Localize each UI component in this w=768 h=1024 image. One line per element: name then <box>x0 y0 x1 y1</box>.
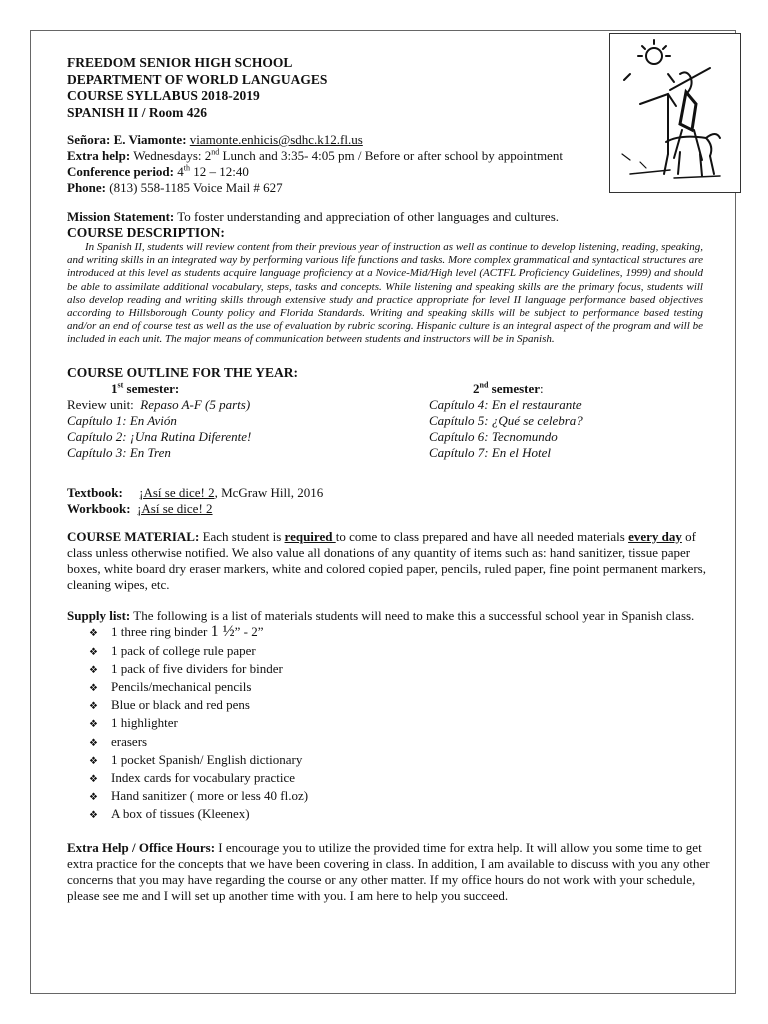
syllabus-content <box>67 55 723 904</box>
school-name: FREEDOM SENIOR HIGH SCHOOL <box>67 55 293 70</box>
semester-1-heading <box>67 381 251 397</box>
diamond-bullet-icon: ❖ <box>89 628 98 640</box>
syllabus-header <box>67 55 723 121</box>
supply-item-text: Hand sanitizer ( more or less 40 fl.oz) <box>111 788 309 804</box>
diamond-bullet-icon: ❖ <box>89 683 98 695</box>
semester-1-number: 1 <box>111 380 118 396</box>
supply-item <box>89 643 723 661</box>
course-material-text-2: to come to class prepared and have all needed materials <box>335 528 629 544</box>
teacher-email-link[interactable]: viamonte.enhicis@sdhc.k12.fl.us <box>189 132 363 147</box>
textbook-publisher: , McGraw Hill, 2016 <box>214 484 324 500</box>
course-material-text-1: Each student is <box>199 528 285 544</box>
supply-item-text: 1 highlighter <box>111 715 178 731</box>
office-hours-label: Extra Help / Office Hours: <box>67 839 216 855</box>
conference-post: 12 – 12:40 <box>189 164 249 179</box>
textbook-line <box>67 485 723 501</box>
supply-item-1-pre: 1 three ring binder <box>111 624 211 640</box>
supply-item-1-size: 1 ½ <box>210 623 235 641</box>
semester-2-item: Capítulo 6: Tecnomundo <box>429 428 558 444</box>
diamond-bullet-icon: ❖ <box>89 792 98 804</box>
supply-item-text: 1 pocket Spanish/ English dictionary <box>111 751 303 767</box>
supply-item <box>89 715 723 733</box>
semester-2-column <box>429 381 583 461</box>
every-day-emphasis: every day <box>628 528 682 544</box>
supply-item <box>89 752 723 770</box>
supply-item-text: Blue or black and red pens <box>111 697 250 713</box>
supply-item <box>89 697 723 715</box>
workbook-title: ¡Así se dice! 2 <box>137 500 213 516</box>
semester-2-item: Capítulo 4: En el restaurante <box>429 396 582 412</box>
semester-2-item: Capítulo 5: ¿Qué se celebra? <box>429 412 583 428</box>
semester-1-column <box>67 381 251 461</box>
diamond-bullet-icon: ❖ <box>89 774 98 786</box>
phone-value: (813) 558-1185 Voice Mail # 627 <box>109 180 283 195</box>
review-unit-label: Review unit: <box>67 396 134 412</box>
course-material-text-3: of class unless otherwise notified. We also value all donations of any quantity of items such as: hand sanitizer, tissue paper boxes, white board dry eraser markers, white and colored copied paper, pencils, ruled paper, fine point permanent markers, cleaning wipes, etc. <box>67 528 706 593</box>
review-unit-line <box>67 397 251 413</box>
textbook-label: Textbook: <box>67 484 123 500</box>
diamond-bullet-icon: ❖ <box>89 719 98 731</box>
workbook-label: Workbook: <box>67 500 131 516</box>
syllabus-title: COURSE SYLLABUS 2018-2019 <box>67 88 260 103</box>
supply-item-text: 1 pack of five dividers for binder <box>111 660 283 676</box>
syllabus-page <box>30 30 736 994</box>
workbook-line <box>67 501 723 517</box>
supply-item <box>89 734 723 752</box>
review-unit-value: Repaso A-F (5 parts) <box>140 396 251 412</box>
semester-2-colon: : <box>540 380 544 396</box>
diamond-bullet-icon: ❖ <box>89 664 98 676</box>
course-room: SPANISH II / Room 426 <box>67 104 208 120</box>
phone-label: Phone: <box>67 180 106 195</box>
semester-2-sup: nd <box>479 380 489 390</box>
mission-text: To foster understanding and appreciation of other languages and cultures. <box>177 209 560 224</box>
extra-help-line <box>67 148 723 164</box>
conference-line <box>67 164 723 180</box>
supply-item <box>89 788 723 806</box>
teacher-line <box>67 132 723 148</box>
supply-item-text: A box of tissues (Kleenex) <box>111 806 250 822</box>
course-description-title: COURSE DESCRIPTION: <box>67 225 225 240</box>
semester-2-label: semester <box>488 380 541 396</box>
office-hours-paragraph <box>67 840 715 905</box>
semester-1-label: semester: <box>123 380 180 396</box>
extra-help-label: Extra help: <box>67 148 131 163</box>
semester-2-heading <box>429 381 583 397</box>
office-hours-text: I encourage you to utilize the provided time for extra help. It will allow you some time to get extra practice for the concepts that we have been covering in class. In addition, I am available to discuss with you any other concerns that you may have regarding the course or any other matter. If my office hours do not work with your schedule, please see me and I will set up another time with you. I am here to help you succeed. <box>67 839 710 904</box>
conference-sup: th <box>183 163 190 173</box>
extra-help-post: Lunch and 3:35- 4:05 pm / Before or after school by appointment <box>219 148 563 163</box>
supply-item-text: 1 pack of college rule paper <box>111 642 256 658</box>
teacher-label: Señora: E. Viamonte: <box>67 132 187 147</box>
mission-line <box>67 209 723 225</box>
diamond-bullet-icon: ❖ <box>89 810 98 822</box>
mission-label: Mission Statement: <box>67 209 175 224</box>
conference-pre: 4 <box>177 164 184 179</box>
semester-1-item: Capítulo 2: ¡Una Rutina Diferente! <box>67 428 252 444</box>
required-emphasis: required <box>284 528 336 544</box>
diamond-bullet-icon: ❖ <box>89 737 98 749</box>
supply-list-intro <box>67 608 723 624</box>
supply-item <box>89 770 723 788</box>
semester-1-sup: st <box>117 380 124 390</box>
extra-help-pre: Wednesdays: 2 <box>133 148 212 163</box>
supply-item <box>89 806 723 824</box>
semester-2-number: 2 <box>473 380 480 396</box>
supply-item <box>89 679 723 697</box>
department-name: DEPARTMENT OF WORLD LANGUAGES <box>67 71 328 87</box>
supply-list-label: Supply list: <box>67 608 131 624</box>
supply-list-intro-text: The following is a list of materials students will need to make this a successful school year in Spanish class. <box>130 608 695 624</box>
supply-item <box>89 624 723 642</box>
supply-item-text: erasers <box>111 733 148 749</box>
conference-label: Conference period: <box>67 164 174 179</box>
supply-item-1-post: ” - 2” <box>234 624 264 640</box>
course-material-paragraph <box>67 529 715 594</box>
course-material-label: COURSE MATERIAL: <box>67 528 200 544</box>
phone-line <box>67 180 723 196</box>
course-outline-title: COURSE OUTLINE FOR THE YEAR: <box>67 364 299 380</box>
extra-help-sup: nd <box>211 147 220 157</box>
supply-item-text: Index cards for vocabulary practice <box>111 770 296 786</box>
textbook-title: ¡Así se dice! 2 <box>139 484 215 500</box>
semester-1-item: Capítulo 3: En Tren <box>67 444 171 460</box>
supply-list <box>67 624 723 824</box>
semester-1-item: Capítulo 1: En Avión <box>67 412 177 428</box>
course-outline-columns <box>67 381 723 465</box>
diamond-bullet-icon: ❖ <box>89 701 98 713</box>
supply-item <box>89 661 723 679</box>
diamond-bullet-icon: ❖ <box>89 755 98 767</box>
supply-item-text: Pencils/mechanical pencils <box>111 679 252 695</box>
course-description-text: In Spanish II, students will review content from their previous year of instruction as well as continue to develop listening, reading, speaking, and writing skills in an integrated way by performing various life functions and tasks. More complex grammatical and syntactical structures are introduced at this level as students acquire language proficiency at a Novice-Mid/High level (ACTFL Proficiency Guidelines, 1999) and should be able to assimilate additional vocabulary, steps, tasks and concepts. While listening and speaking skills are the primary focus, students will also develop reading and writing skills through extensive study and practice appropriate for level II language performance based objectives according to Hillsborough County policy and Florida Standards. Writing and speaking skills will be subject to performance based testing and/or an end of course test as well as the use of evaluation by rubric scoring. Hispanic culture is an integral aspect of the program and will be included in each unit. The major means of communication between students and instructors will be in Spanish. <box>67 241 703 346</box>
diamond-bullet-icon: ❖ <box>89 646 98 658</box>
semester-2-item: Capítulo 7: En el Hotel <box>429 444 552 460</box>
